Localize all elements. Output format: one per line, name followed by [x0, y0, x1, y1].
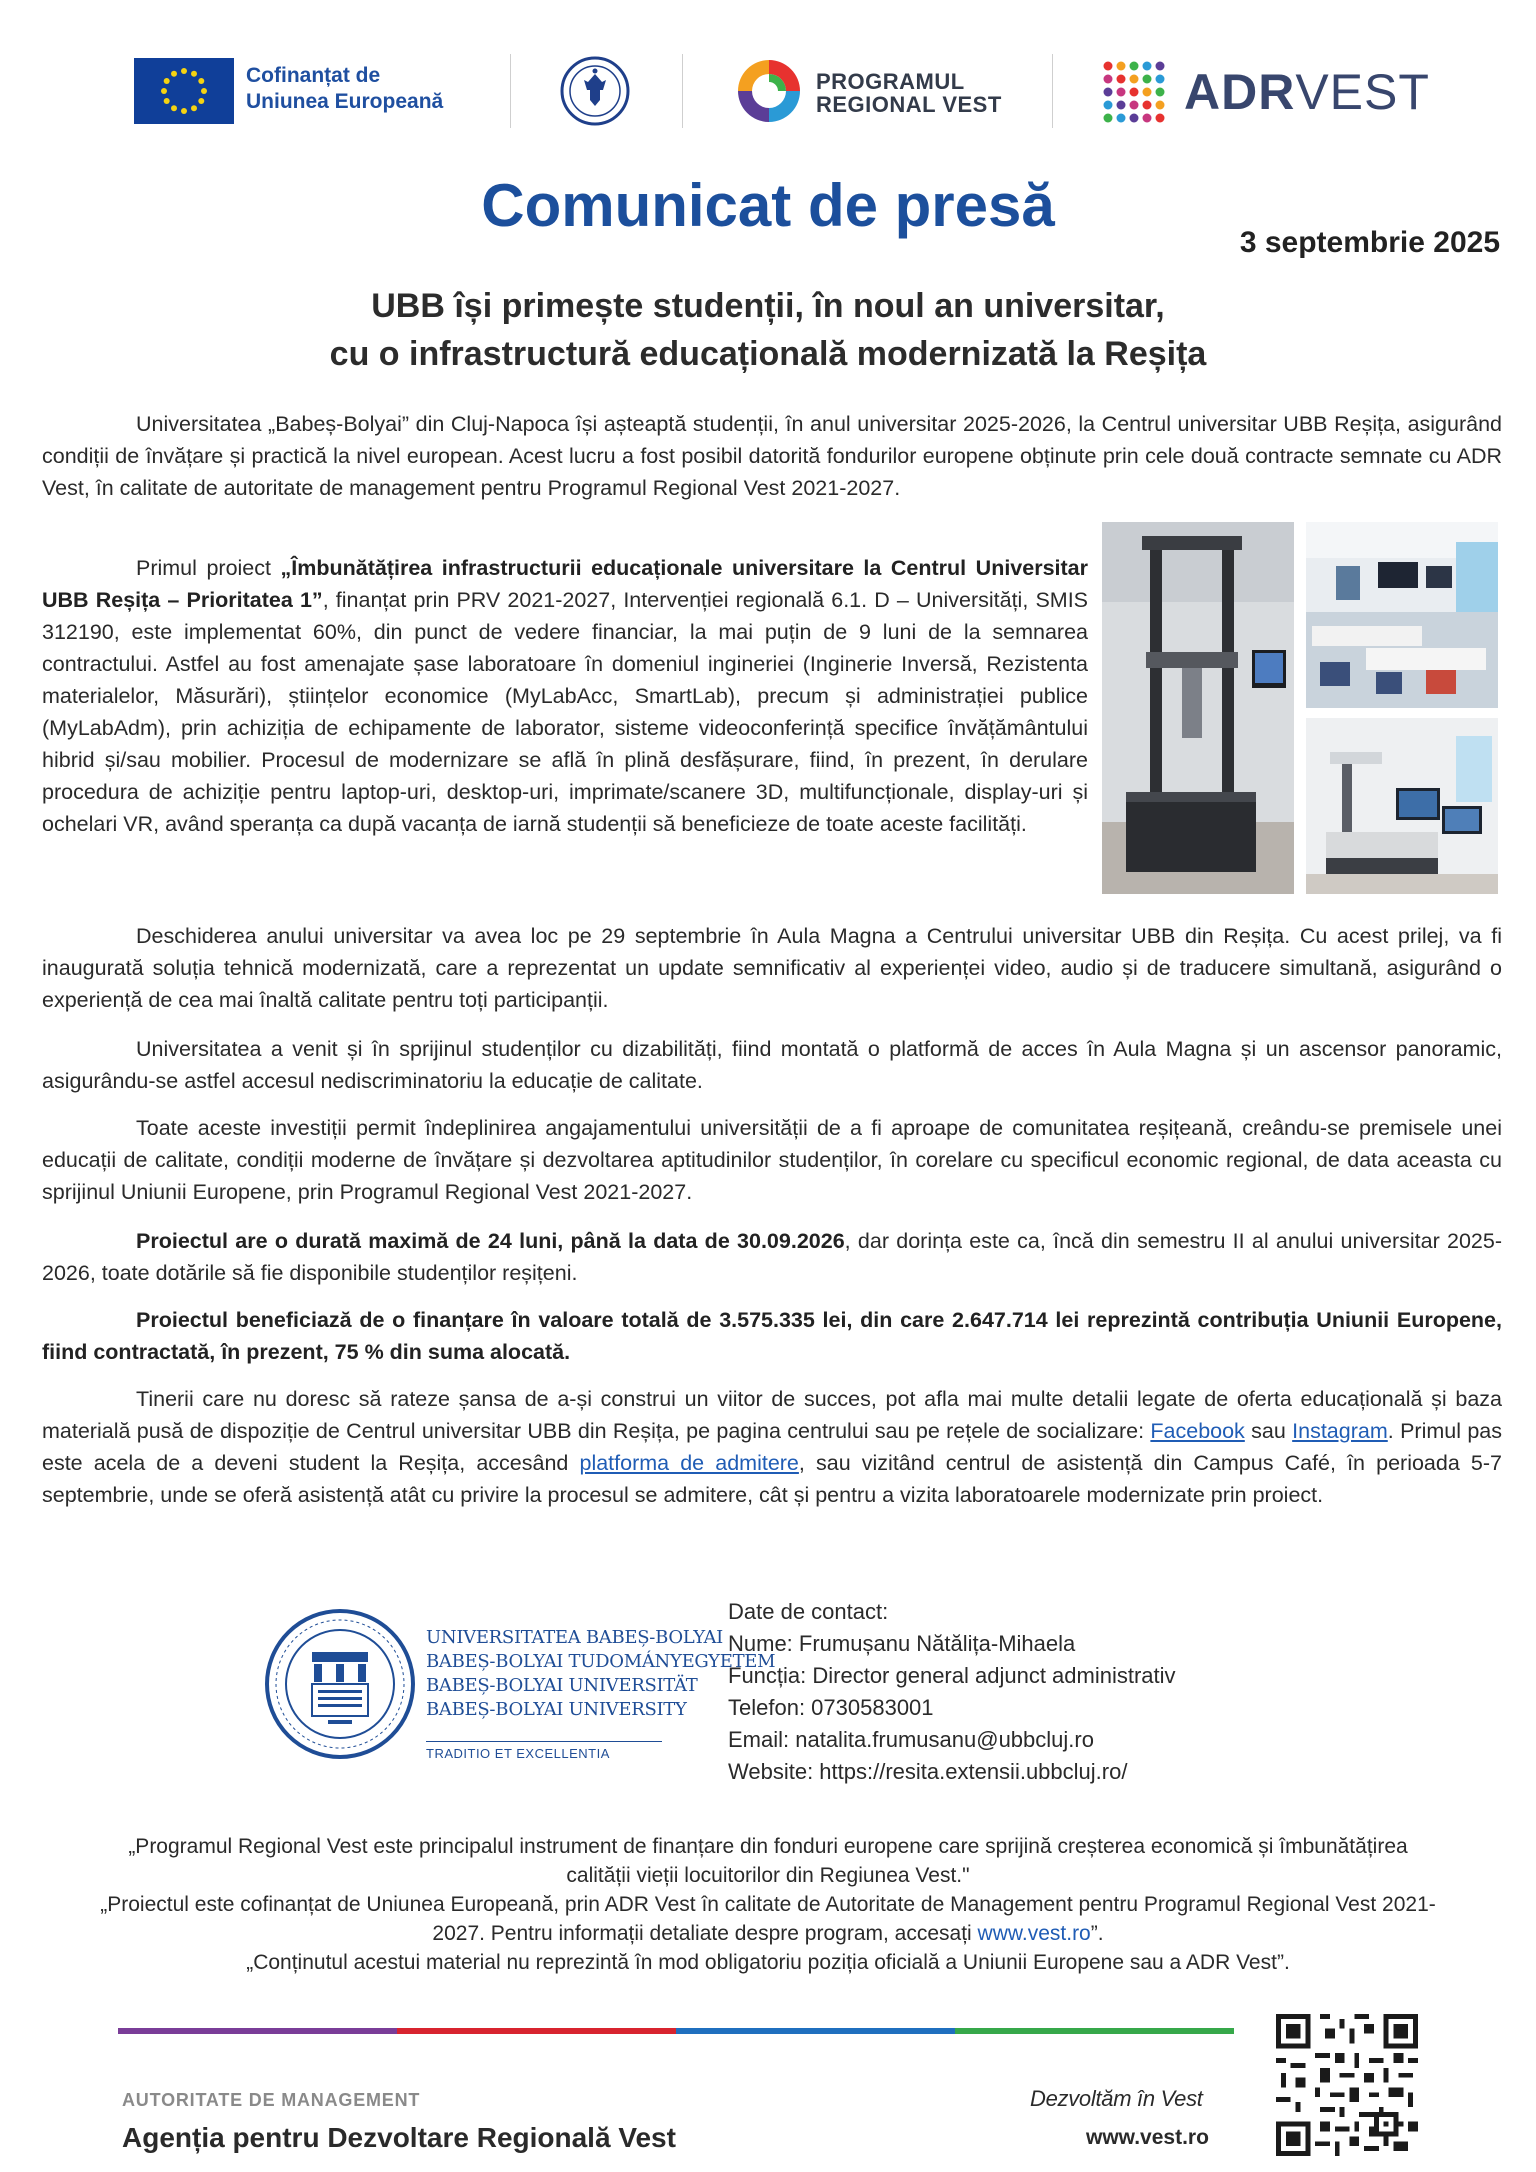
footer-website[interactable]: www.vest.ro: [1086, 2126, 1209, 2149]
color-bar-red: [397, 2028, 676, 2034]
ubb-logo-rule: [426, 1741, 662, 1742]
headline: [0, 282, 1536, 378]
paragraph-investments-text: Toate aceste investiții permit îndeplinirea angajamentului universității de a fi aproape de comunitatea reșițeană, creându-se premisele unei educații de calitate, condiții moderne de învățare și dezvoltarea aptitudinilor studenților, în corelare cu specificul economic regional, de data aceasta cu sprijinul Uniunii Europene, prin Programul Regional Vest 2021-2027.: [42, 1116, 1502, 1204]
quote-disclaimer: „Conținutul acestui material nu reprezintă în mod obligatoriu poziția oficială a Uniunii Europene sau a ADR Vest”.: [246, 1951, 1290, 1974]
paragraph-duration: [42, 1225, 1502, 1289]
cta-text-c: . Primul pas este acela de a deveni student la Reșița, accesând: [42, 1419, 1502, 1475]
cta-text-b: sau: [1244, 1419, 1293, 1443]
contact-phone: Telefon: 0730583001: [728, 1695, 934, 1720]
quote-program: „Programul Regional Vest este principalul instrument de finanțare din fonduri europene care sprijină creșterea economică și îmbunătățirea calității vieții locuitorilor din Regiunea Vest.": [128, 1835, 1408, 1887]
ubb-name-en: BABEȘ-BOLYAI UNIVERSITY: [426, 1699, 687, 1720]
funding-bold: Proiectul beneficiază de o finanțare în valoare totală de 3.575.335 lei, din care 2.647.714 lei reprezintă contribuția Uniunii Europene, fiind contractată, în prezent, 75 % din suma alocată.: [42, 1308, 1502, 1364]
project-name: „Îmbunătățirea infrastructurii educaționale universitare la Centrul Universitar UBB Reșița – Prioritatea 1”: [42, 556, 1088, 612]
quote-cofinancing: [100, 1890, 1436, 1948]
paragraph-call-to-action: [42, 1383, 1502, 1511]
eu-line-2: Uniunea Europeană: [246, 90, 444, 113]
page-title: Comunicat de presă: [481, 172, 1055, 239]
cta-text-a: Tinerii care nu doresc să rateze șansa de a-și construi un viitor de succes, pot afla mai multe detalii legate de oferta educațională și baza materială pusă de dispoziție de Centrul universitar UBB din Reșița, pe pagina centrului sau pe rețele de socializare:: [42, 1387, 1502, 1443]
cta-text-d: , sau vizitând centrul de asistență din Campus Café, în perioada 5-7 septembrie, unde se oferă asistență atât cu privire la procesul se admitere, cât și pentru a vizita laboratoarele modernizate prin proiect.: [42, 1451, 1502, 1507]
ubb-motto: TRADITIO ET EXCELLENTIA: [426, 1746, 610, 1761]
color-bar-blue: [676, 2028, 955, 2034]
header-divider: [1052, 54, 1053, 128]
footer-color-bar: [118, 2028, 1234, 2034]
contact-heading: Date de contact:: [728, 1599, 889, 1624]
eu-line-1: Cofinanțat de: [246, 64, 381, 87]
paragraph-accessibility: [42, 1033, 1502, 1097]
contact-name: Nume: Frumușanu Nătălița-Mihaela: [728, 1631, 1076, 1656]
duration-bold: Proiectul are o durată maximă de 24 luni, până la data de 30.09.2026: [136, 1229, 845, 1253]
photo-testing-machine: [1102, 522, 1294, 894]
paragraph-first-project-rest: , finanțat prin PRV 2021-2027, Intervenției regională 6.1. D – Universități, SMIS 312190, este implementat 60%, din punct de vedere financiar, la mai puțin de 9 luni de la semnarea contractului. Astfel au fost amenajate șase laboratoare în domeniul ingineriei (Inginerie Inversă, Rezistenta materialelor, Măsurări), științelor economice (MyLabAcc, SmartLab), precum și administrației publice (MyLabAdm), prin achiziția de echipamente de laborator, sisteme videoconferință specifice învățământului hibrid și/sau mobilier. Procesul de modernizare se află în plină desfășurare, fiind, în prezent, în derulare procedura de achiziție pentru laptop-uri, desktop-uri, imprimate/scanere 3D, multifuncționale, display-uri și ochelari VR, având speranța ca după vacanța de iarnă studenții să beneficieze de toate aceste facilități.: [42, 588, 1089, 836]
eu-flag-icon: [134, 58, 234, 124]
paragraph-opening-text: Deschiderea anului universitar va avea loc pe 29 septembrie în Aula Magna a Centrului universitar UBB din Reșița. Cu acest prilej, va fi inaugurată soluția tehnică modernizată, care a reprezentat un update semnificativ al experienței video, audio și de traducere simultană, asigurând o experiență de cea mai înaltă calitate pentru toți participanții.: [42, 924, 1502, 1012]
color-bar-purple: [118, 2028, 397, 2034]
paragraph-first-project-start: Primul proiect: [136, 556, 281, 580]
footer-slogan: Dezvoltăm în Vest: [1030, 2086, 1203, 2111]
paragraph-investments: [42, 1112, 1502, 1208]
paragraph-accessibility-text: Universitatea a venit și în sprijinul studenților cu dizabilități, fiind montată o platformă de acces în Aula Magna și un ascensor panoramic, asigurându-se astfel accesul nediscriminatoriu la educație de calitate.: [42, 1037, 1502, 1093]
vest-website-link[interactable]: www.vest.ro: [977, 1922, 1091, 1945]
footer-agency: Agenția pentru Dezvoltare Regională Vest: [122, 2122, 676, 2153]
duration-rest: , dar dorința este ca, încă din semestru II al anului universitar 2025-2026, toate dotările să fie disponibile studenților reșițeni.: [42, 1229, 1502, 1285]
quote-cofinancing-text: „Proiectul este cofinanțat de Uniunea Europeană, prin ADR Vest în calitate de Autoritate de Management pentru Programul Regional Vest 2021-2027. Pentru informații detaliate despre program, accesați: [100, 1893, 1436, 1945]
contact-role: Funcția: Director general adjunct administrativ: [728, 1663, 1176, 1688]
admission-platform-link[interactable]: platforma de admitere: [579, 1451, 799, 1475]
ubb-name-ro: UNIVERSITATEA BABEȘ-BOLYAI: [426, 1627, 723, 1648]
facebook-link[interactable]: Facebook: [1150, 1419, 1245, 1443]
program-line-2-bold: VEST: [942, 92, 1002, 117]
disclaimer-quotes: [100, 1832, 1436, 1977]
quote-cofinancing-end: ”.: [1090, 1922, 1104, 1945]
ubb-name-de: BABEȘ-BOLYAI UNIVERSITÄT: [426, 1675, 698, 1696]
instagram-link[interactable]: Instagram: [1292, 1419, 1388, 1443]
release-date: 3 septembrie 2025: [1239, 226, 1500, 259]
government-seal-icon: [560, 56, 630, 126]
footer-role: AUTORITATE DE MANAGEMENT: [122, 2090, 421, 2110]
photo-measuring-lab: [1306, 718, 1498, 894]
contact-email[interactable]: Email: natalita.frumusanu@ubbcluj.ro: [728, 1727, 1094, 1752]
adr-light: VEST: [1295, 64, 1430, 120]
headline-line-1: UBB își primește studenții, în noul an universitar,: [371, 287, 1165, 325]
eu-cofinancing-label: [246, 63, 443, 115]
header-divider: [682, 54, 683, 128]
paragraph-opening: [42, 920, 1502, 1016]
adr-dots-icon: [1100, 58, 1166, 124]
paragraph-first-project: [42, 552, 1088, 840]
adr-bold: ADR: [1184, 64, 1296, 120]
contact-website[interactable]: Website: https://resita.extensii.ubbcluj.ro/: [728, 1759, 1128, 1784]
program-regional-vest-label: [816, 70, 1002, 116]
headline-line-2: cu o infrastructură educațională modernizată la Reșița: [329, 335, 1207, 373]
adr-vest-logo-text: [1184, 62, 1430, 122]
photo-classroom: [1306, 522, 1498, 708]
header-divider: [510, 54, 511, 128]
ubb-name-hu: BABEȘ-BOLYAI TUDOMÁNYEGYETEM: [426, 1651, 776, 1672]
contact-block: [728, 1596, 1176, 1788]
paragraph-funding: [42, 1304, 1502, 1368]
ubb-logo-names: [426, 1626, 775, 1722]
paragraph-intro: [42, 408, 1502, 504]
program-line-2: REGIONAL: [816, 92, 943, 117]
paragraph-intro-text: Universitatea „Babeș-Bolyai” din Cluj-Napoca își așteaptă studenții, în anul universitar 2025-2026, la Centrul universitar UBB Reșița, asigurând condiții de învățare și practică la nivel european. Acest lucru a fost posibil datorită fondurilor europene obținute prin cele două contracte semnate cu ADR Vest, în calitate de autoritate de management pentru Programul Regional Vest 2021-2027.: [42, 412, 1502, 500]
color-bar-green: [955, 2028, 1234, 2034]
ubb-seal-icon: [264, 1608, 416, 1760]
qr-code-icon[interactable]: [1276, 2014, 1418, 2156]
program-ring-icon: [734, 56, 804, 126]
program-line-1: PROGRAMUL: [816, 69, 965, 94]
